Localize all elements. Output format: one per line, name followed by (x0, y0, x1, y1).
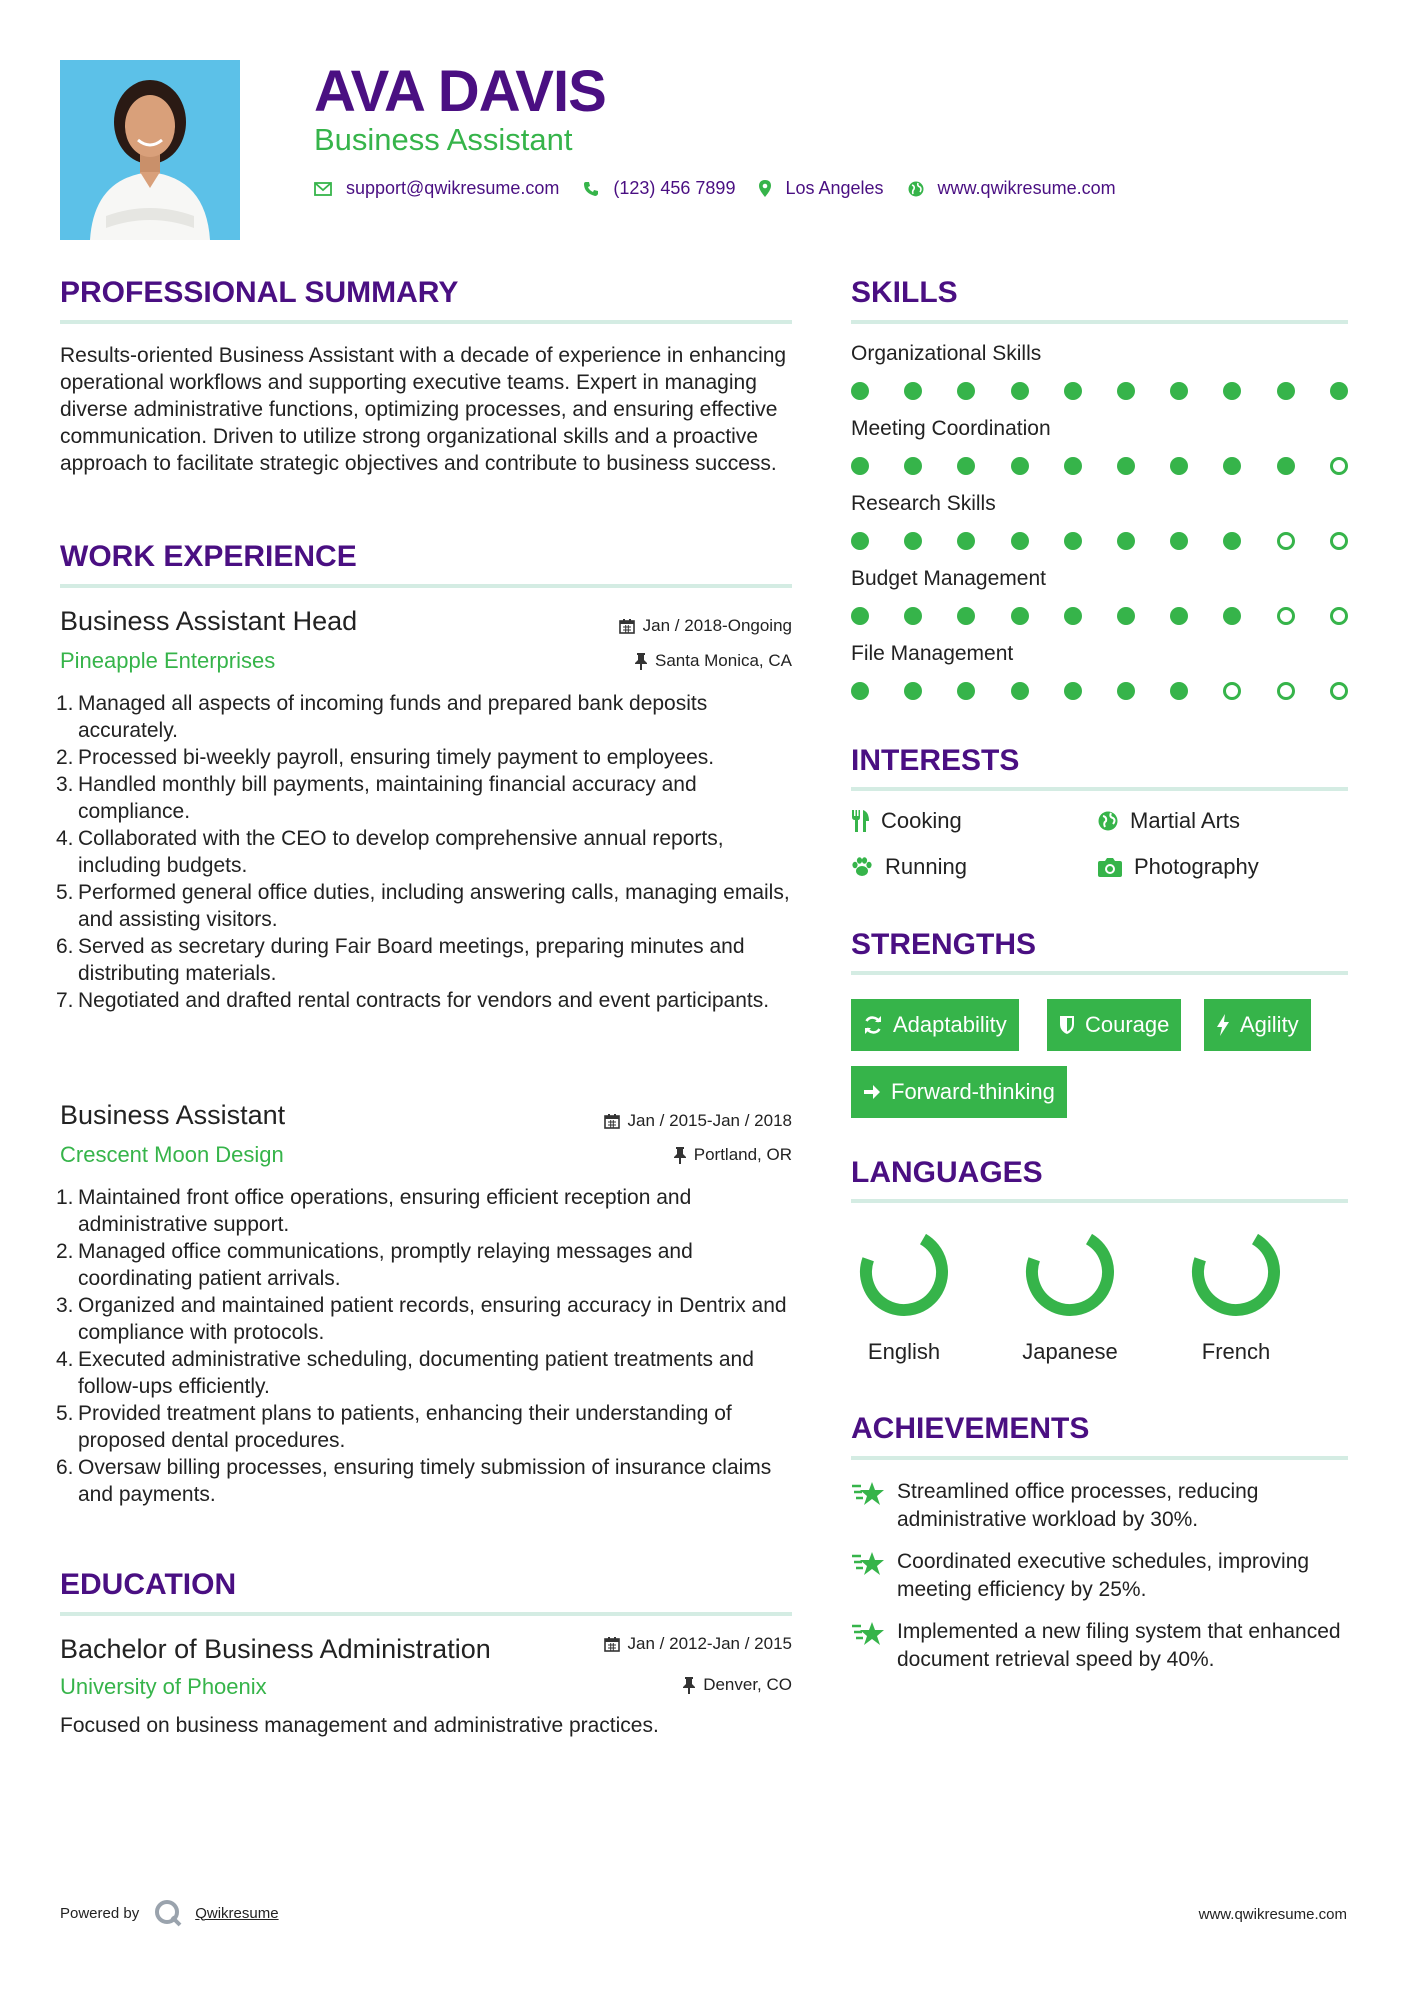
thumbtack-icon (674, 1147, 686, 1164)
skill-dot-empty (1277, 532, 1295, 550)
skill-dot-filled (1117, 382, 1135, 400)
language-label: Japanese (1022, 1339, 1118, 1364)
strengths-divider (851, 971, 1348, 975)
list-item: 4. Executed administrative scheduling, documenting patient treatments and follow-ups efficiently. (56, 1348, 754, 1398)
skill-dot-empty (1330, 682, 1348, 700)
job-bullets (56, 1184, 800, 1508)
skill-dot-filled (957, 607, 975, 625)
calendar-icon (619, 618, 635, 634)
candidate-title: Business Assistant (314, 122, 573, 157)
interest-running (851, 854, 967, 880)
star-award-icon (851, 1480, 885, 1508)
interest-label: Photography (1134, 854, 1259, 879)
achievement-item (851, 1548, 1351, 1604)
job-location (635, 651, 792, 671)
job-dates-text: Jan / 2015-Jan / 2018 (627, 1111, 792, 1130)
summary-text: Results-oriented Business Assistant with a decade of experience in enhancing operational workflows and supporting executive teams. Expert in managing diverse administrative functions, optimizing processes, and ensuring effective communication. Driven to utilize strong organizational skills and a proactive approach to facilitate strategic objectives and contribute to business success. (60, 344, 787, 475)
interest-label: Running (885, 854, 967, 879)
skill-dot-filled (1277, 382, 1295, 400)
skill-dot-filled (851, 382, 869, 400)
skill-dot-filled (1064, 532, 1082, 550)
skill-dot-filled (1223, 607, 1241, 625)
skills-heading: SKILLS (851, 276, 958, 309)
envelope-icon (314, 182, 332, 196)
skill-dot-filled (1064, 607, 1082, 625)
language-label: English (867, 1339, 941, 1364)
bolt-icon (1216, 1014, 1230, 1036)
job-company: Pineapple Enterprises (60, 648, 276, 673)
list-item: 6. Oversaw billing processes, ensuring timely submission of insurance claims and payments. (56, 1456, 772, 1506)
globe-icon (908, 181, 924, 197)
skill-dot-filled (1223, 532, 1241, 550)
skill-dot-filled (851, 607, 869, 625)
skill-dot-filled (1117, 682, 1135, 700)
job-dates (604, 1111, 792, 1131)
skill-dot-empty (1277, 682, 1295, 700)
skill-dot-filled (1011, 607, 1029, 625)
interest-label: Cooking (881, 808, 962, 833)
contact-phone[interactable] (583, 178, 735, 199)
interests-heading: INTERESTS (851, 744, 1020, 777)
education-description: Focused on business management and administrative practices. (60, 1714, 659, 1737)
list-item: 3. Organized and maintained patient records, ensuring accuracy in Dentrix and compliance with protocols. (56, 1294, 787, 1344)
calendar-icon (604, 1113, 620, 1129)
shield-icon (1059, 1015, 1075, 1035)
language-progress-arc (1020, 1222, 1120, 1322)
paw-icon (851, 857, 873, 877)
achievement-item (851, 1478, 1351, 1534)
languages-heading: LANGUAGES (851, 1156, 1043, 1189)
skill-name: Organizational Skills (851, 342, 1042, 365)
list-item: 2. Managed office communications, promptly relaying messages and coordinating patient arrivals. (56, 1240, 693, 1290)
list-item: 1. Managed all aspects of incoming funds and prepared bank deposits accurately. (56, 692, 708, 742)
skill-dot-filled (1064, 457, 1082, 475)
job-bullets (56, 690, 800, 1014)
strength-chip-adaptability (851, 999, 1019, 1051)
skill-dot-filled (957, 532, 975, 550)
footer-powered-by (60, 1898, 279, 1928)
achievements-divider (851, 1456, 1348, 1460)
strengths-heading: STRENGTHS (851, 928, 1037, 961)
job-location-text: Portland, OR (693, 1145, 792, 1164)
achievement-text: Implemented a new filing system that enhanced document retrieval speed by 40%. (897, 1620, 1341, 1671)
skill-dot-filled (957, 682, 975, 700)
candidate-name: AVA DAVIS (314, 59, 606, 124)
education-heading: EDUCATION (60, 1568, 237, 1601)
skill-dot-filled (1170, 607, 1188, 625)
skill-dot-filled (1117, 607, 1135, 625)
thumbtack-icon (635, 653, 647, 670)
skill-name: File Management (851, 642, 1014, 665)
strength-label: Courage (1085, 1012, 1170, 1037)
star-award-icon (851, 1620, 885, 1648)
skill-dot-empty (1330, 457, 1348, 475)
skill-dot-filled (1011, 457, 1029, 475)
skill-dot-filled (1011, 532, 1029, 550)
calendar-icon (604, 1636, 620, 1652)
skill-dot-filled (904, 607, 922, 625)
skill-dot-filled (1011, 382, 1029, 400)
education-divider (60, 1612, 792, 1616)
skill-name: Meeting Coordination (851, 417, 1051, 440)
interest-photography (1098, 854, 1259, 880)
skill-dot-empty (1277, 607, 1295, 625)
skill-dot-filled (1117, 457, 1135, 475)
list-item: 3. Handled monthly bill payments, maintaining financial accuracy and compliance. (56, 773, 697, 823)
interest-cooking (851, 808, 962, 834)
list-item: 6. Served as secretary during Fair Board meetings, preparing minutes and distributing materials. (56, 935, 745, 985)
skill-dot-empty (1330, 532, 1348, 550)
skill-dot-filled (904, 532, 922, 550)
achievement-text: Coordinated executive schedules, improving meeting efficiency by 25%. (897, 1550, 1310, 1601)
contact-bar (314, 178, 1140, 199)
skill-dot-filled (851, 682, 869, 700)
list-item: 5. Performed general office duties, including answering calls, managing emails, and assisting visitors. (56, 881, 790, 931)
skill-dot-filled (957, 457, 975, 475)
skill-dot-filled (1223, 457, 1241, 475)
achievements-heading: ACHIEVEMENTS (851, 1412, 1090, 1445)
globe-icon (1098, 811, 1118, 831)
footer-site-link[interactable]: www.qwikresume.com (1198, 1906, 1347, 1923)
skill-dot-filled (1170, 457, 1188, 475)
strength-chip-agility (1204, 999, 1311, 1051)
contact-email[interactable] (314, 178, 559, 199)
job-title: Business Assistant (60, 1100, 286, 1130)
skill-dot-filled (1117, 532, 1135, 550)
skill-dot-filled (1277, 457, 1295, 475)
list-item: 4. Collaborated with the CEO to develop comprehensive annual reports, including budgets. (56, 827, 724, 877)
skill-dot-filled (1170, 532, 1188, 550)
skill-dot-filled (1170, 382, 1188, 400)
strength-chip-courage (1047, 999, 1181, 1051)
profile-photo (60, 60, 240, 240)
language-label: French (1201, 1339, 1271, 1364)
skill-dot-empty (1330, 607, 1348, 625)
interests-divider (851, 787, 1348, 791)
skill-dot-filled (904, 382, 922, 400)
school-name: University of Phoenix (60, 1674, 267, 1699)
job-dates-text: Jan / 2018-Ongoing (642, 616, 792, 635)
contact-website-text: www.qwikresume.com (937, 178, 1116, 198)
language-ring (990, 1222, 1150, 1322)
language-progress-arc (854, 1222, 954, 1322)
work-heading: WORK EXPERIENCE (60, 540, 357, 573)
skill-dot-filled (1064, 682, 1082, 700)
list-item: 1. Maintained front office operations, ensuring efficient reception and administrative support. (56, 1186, 692, 1236)
list-item: 5. Provided treatment plans to patients, enhancing their understanding of proposed dental procedures. (56, 1402, 732, 1452)
strength-label: Adaptability (893, 1012, 1007, 1037)
list-item: 7. Negotiated and drafted rental contracts for vendors and event participants. (56, 989, 770, 1012)
summary-heading: PROFESSIONAL SUMMARY (60, 276, 459, 309)
contact-phone-text: (123) 456 7899 (613, 178, 736, 198)
skill-dot-filled (904, 682, 922, 700)
map-marker-icon (759, 180, 771, 197)
contact-email-text: support@qwikresume.com (346, 178, 560, 198)
interest-label: Martial Arts (1130, 808, 1241, 833)
skill-dot-filled (1330, 382, 1348, 400)
arrow-right-icon (863, 1083, 881, 1101)
contact-location (759, 178, 883, 199)
education-location-text: Denver, CO (703, 1675, 792, 1694)
work-divider (60, 584, 792, 588)
contact-website[interactable] (908, 178, 1116, 199)
degree-title: Bachelor of Business Administration (60, 1634, 491, 1664)
languages-divider (851, 1199, 1348, 1203)
skill-dot-filled (851, 457, 869, 475)
achievement-item (851, 1618, 1351, 1674)
utensils-icon (851, 810, 869, 832)
language-progress-arc (1186, 1222, 1286, 1322)
achievement-text: Streamlined office processes, reducing administrative workload by 30%. (897, 1480, 1259, 1531)
brand-link[interactable]: Qwikresume (195, 1904, 279, 1922)
job-location-text: Santa Monica, CA (654, 651, 792, 670)
skill-dot-filled (1223, 382, 1241, 400)
interest-martial-arts (1098, 808, 1240, 834)
strength-chip-forward-thinking (851, 1066, 1067, 1118)
skill-dot-filled (1170, 682, 1188, 700)
education-dates (604, 1634, 792, 1654)
strength-label: Forward-thinking (891, 1079, 1055, 1104)
skill-dot-filled (1064, 382, 1082, 400)
skill-dot-filled (904, 457, 922, 475)
job-location (674, 1145, 792, 1165)
skill-dot-filled (851, 532, 869, 550)
camera-icon (1098, 857, 1122, 877)
skill-dot-filled (1011, 682, 1029, 700)
skill-dot-filled (957, 382, 975, 400)
skill-name: Budget Management (851, 567, 1046, 590)
strength-label: Agility (1240, 1012, 1299, 1037)
phone-icon (583, 181, 599, 197)
list-item: 2. Processed bi-weekly payroll, ensuring timely payment to employees. (56, 746, 715, 769)
education-location (683, 1675, 792, 1695)
powered-by-label: Powered by (60, 1904, 140, 1922)
skill-name: Research Skills (851, 492, 996, 515)
contact-location-text: Los Angeles (785, 178, 884, 198)
job-title: Business Assistant Head (60, 606, 358, 636)
thumbtack-icon (683, 1677, 695, 1694)
education-dates-text: Jan / 2012-Jan / 2015 (627, 1634, 792, 1653)
star-award-icon (851, 1550, 885, 1578)
refresh-icon (863, 1015, 883, 1035)
skill-dot-empty (1223, 682, 1241, 700)
qwikresume-logo-icon (153, 1898, 183, 1928)
summary-divider (60, 320, 792, 324)
language-ring (1156, 1222, 1316, 1322)
job-dates (619, 616, 792, 636)
language-ring (824, 1222, 984, 1322)
job-company: Crescent Moon Design (60, 1142, 284, 1167)
skills-divider (851, 320, 1348, 324)
